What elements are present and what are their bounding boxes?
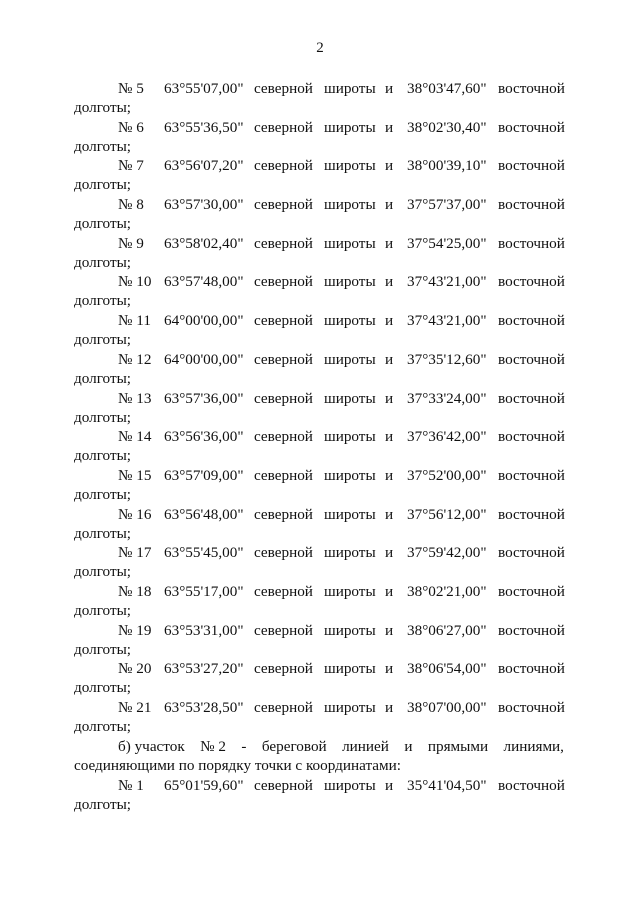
latitude-label: северной [254, 776, 313, 794]
longitude-label-continuation: долготы; [74, 331, 132, 349]
coordinate-entry [74, 272, 564, 311]
latitude-label: северной [254, 699, 313, 716]
latitude-label-word: широты [324, 118, 376, 136]
coordinate-entry [74, 427, 564, 466]
longitude-label: восточной [498, 428, 565, 446]
point-number: № 18 [118, 582, 152, 600]
latitude-label: северной [254, 350, 313, 368]
section-b-word: и [404, 738, 413, 756]
longitude-label-continuation: долготы; [74, 176, 132, 194]
coordinate-entry-line [74, 79, 564, 98]
coordinate-entry-line [74, 118, 564, 137]
coordinate-entry [74, 582, 564, 621]
coordinate-entry-line [74, 350, 564, 369]
conjunction: и [385, 776, 394, 794]
longitude-label: восточной [498, 776, 565, 794]
longitude-label: восточной [498, 582, 565, 600]
conjunction: и [385, 505, 394, 523]
section-b-word: линией [342, 738, 389, 756]
coordinate-entry [74, 195, 564, 234]
coordinate-entry-line [74, 272, 564, 291]
latitude-value: 63°55'36,50" [164, 118, 244, 136]
latitude-value: 63°56'07,20" [164, 157, 244, 175]
coordinate-entry-line [74, 234, 564, 253]
point-number: № 10 [118, 273, 152, 291]
longitude-label: восточной [498, 350, 565, 368]
coordinate-entry [74, 543, 564, 582]
conjunction: и [385, 660, 394, 678]
longitude-label-continuation: долготы; [74, 679, 132, 697]
longitude-label: восточной [498, 118, 565, 136]
longitude-value: 38°03'47,60" [407, 80, 487, 97]
longitude-label-continuation: долготы; [74, 601, 132, 619]
longitude-label: восточной [498, 699, 565, 716]
section-b-word: - [241, 738, 247, 756]
latitude-label: северной [254, 660, 313, 678]
coordinate-entry [74, 505, 564, 544]
latitude-label: северной [254, 157, 313, 175]
latitude-value: 64°00'00,00" [164, 350, 244, 368]
longitude-value: 37°54'25,00" [407, 234, 487, 252]
longitude-label: восточной [498, 80, 565, 97]
conjunction: и [385, 582, 394, 600]
latitude-label-word: широты [324, 776, 376, 794]
coordinate-entry [74, 698, 564, 737]
latitude-value: 63°57'48,00" [164, 273, 244, 291]
point-number: № 6 [118, 118, 144, 136]
coordinate-entry [74, 234, 564, 273]
conjunction: и [385, 273, 394, 291]
latitude-value: 63°58'02,40" [164, 234, 244, 252]
document-body [74, 79, 564, 814]
longitude-label-continuation: долготы; [74, 563, 132, 581]
longitude-label-continuation: долготы; [74, 137, 132, 155]
longitude-label: восточной [498, 660, 565, 678]
point-number: № 9 [118, 234, 144, 252]
latitude-label: северной [254, 196, 313, 214]
longitude-label-continuation: долготы; [74, 485, 132, 503]
point-number: № 12 [118, 350, 152, 368]
conjunction: и [385, 699, 394, 716]
latitude-value: 63°53'31,00" [164, 621, 244, 639]
latitude-label: северной [254, 389, 313, 407]
coordinate-list-b [74, 776, 564, 815]
longitude-value: 38°00'39,10" [407, 157, 487, 175]
latitude-value: 63°55'45,00" [164, 544, 244, 562]
section-b-word: береговой [261, 738, 327, 756]
section-b-first-line [74, 737, 564, 756]
longitude-value: 38°02'30,40" [407, 118, 487, 136]
conjunction: и [385, 80, 394, 97]
point-number: № 5 [118, 80, 144, 97]
latitude-label: северной [254, 544, 313, 562]
coordinate-entry [74, 79, 564, 118]
coordinate-entry-line [74, 776, 564, 795]
longitude-value: 37°52'00,00" [407, 466, 487, 484]
section-b-second-line [74, 756, 564, 775]
latitude-label: северной [254, 428, 313, 446]
section-b-second-line-text: соединяющими по порядку точки с координатами: [74, 757, 401, 775]
latitude-value: 63°55'17,00" [164, 582, 244, 600]
longitude-label: восточной [498, 389, 565, 407]
coordinate-entry [74, 389, 564, 428]
latitude-label-word: широты [324, 505, 376, 523]
longitude-label-continuation: долготы; [74, 253, 132, 271]
conjunction: и [385, 466, 394, 484]
longitude-label-continuation: долготы; [74, 408, 132, 426]
latitude-label-word: широты [324, 582, 376, 600]
coordinate-entry [74, 118, 564, 157]
longitude-value: 37°56'12,00" [407, 505, 487, 523]
latitude-label-word: широты [324, 544, 376, 562]
latitude-label-word: широты [324, 196, 376, 214]
longitude-label-continuation: долготы; [74, 524, 132, 542]
longitude-value: 37°36'42,00" [407, 428, 487, 446]
latitude-label-word: широты [324, 389, 376, 407]
point-number: № 7 [118, 157, 144, 175]
latitude-label-word: широты [324, 660, 376, 678]
point-number: № 17 [118, 544, 152, 562]
latitude-label-word: широты [324, 234, 376, 252]
section-b-word: б) участок [118, 738, 185, 756]
latitude-value: 63°55'07,00" [164, 80, 244, 97]
point-number: № 8 [118, 196, 144, 214]
latitude-label: северной [254, 466, 313, 484]
longitude-label-continuation: долготы; [74, 795, 132, 813]
longitude-value: 37°59'42,00" [407, 544, 487, 562]
coordinate-entry [74, 156, 564, 195]
coordinate-entry-line [74, 156, 564, 175]
page-number: 2 [316, 40, 324, 56]
longitude-value: 38°02'21,00" [407, 582, 487, 600]
coordinate-entry [74, 311, 564, 350]
conjunction: и [385, 157, 394, 175]
conjunction: и [385, 234, 394, 252]
latitude-label-word: широты [324, 80, 376, 97]
latitude-label: северной [254, 582, 313, 600]
conjunction: и [385, 312, 394, 330]
latitude-value: 63°53'28,50" [164, 699, 244, 716]
longitude-value: 37°33'24,00" [407, 389, 487, 407]
conjunction: и [385, 389, 394, 407]
coordinate-entry-line [74, 582, 564, 601]
point-number: № 14 [118, 428, 152, 446]
conjunction: и [385, 621, 394, 639]
section-b-word: прямыми [427, 738, 489, 756]
longitude-value: 38°06'27,00" [407, 621, 487, 639]
longitude-label: восточной [498, 196, 565, 214]
latitude-label-word: широты [324, 428, 376, 446]
point-number: № 11 [118, 312, 151, 330]
longitude-label-continuation: долготы; [74, 99, 132, 116]
latitude-label-word: широты [324, 312, 376, 330]
longitude-label-continuation: долготы; [74, 369, 132, 387]
conjunction: и [385, 428, 394, 446]
latitude-value: 63°57'30,00" [164, 196, 244, 214]
point-number: № 19 [118, 621, 152, 639]
coordinate-entry-line [74, 466, 564, 485]
longitude-value: 37°35'12,60" [407, 350, 487, 368]
latitude-value: 63°56'48,00" [164, 505, 244, 523]
longitude-label: восточной [498, 621, 565, 639]
longitude-value: 37°57'37,00" [407, 196, 487, 214]
latitude-label-word: широты [324, 273, 376, 291]
longitude-label-continuation: долготы; [74, 215, 132, 233]
longitude-value: 38°07'00,00" [407, 699, 487, 716]
coordinate-entry-line [74, 427, 564, 446]
latitude-value: 63°56'36,00" [164, 428, 244, 446]
longitude-value: 35°41'04,50" [407, 776, 487, 794]
point-number: № 21 [118, 699, 152, 716]
point-number: № 20 [118, 660, 152, 678]
latitude-label: северной [254, 273, 313, 291]
longitude-value: 37°43'21,00" [407, 273, 487, 291]
longitude-label: восточной [498, 157, 565, 175]
conjunction: и [385, 350, 394, 368]
longitude-label: восточной [498, 273, 565, 291]
coordinate-entry [74, 659, 564, 698]
coordinate-entry [74, 466, 564, 505]
coordinate-entry-line [74, 543, 564, 562]
section-b-word: № 2 [200, 738, 226, 756]
latitude-label-word: широты [324, 350, 376, 368]
conjunction: и [385, 544, 394, 562]
latitude-value: 64°00'00,00" [164, 312, 244, 330]
point-number: № 15 [118, 466, 152, 484]
latitude-label-word: широты [324, 157, 376, 175]
point-number: № 13 [118, 389, 152, 407]
coordinate-entry-line [74, 621, 564, 640]
coordinate-list-a [74, 79, 564, 737]
latitude-value: 65°01'59,60" [164, 776, 244, 794]
longitude-label-continuation: долготы; [74, 447, 132, 465]
latitude-value: 63°53'27,20" [164, 660, 244, 678]
coordinate-entry [74, 621, 564, 660]
coordinate-entry-line [74, 505, 564, 524]
latitude-label-word: широты [324, 699, 376, 716]
section-b-paragraph [74, 737, 564, 775]
longitude-label: восточной [498, 505, 565, 523]
coordinate-entry [74, 350, 564, 389]
latitude-label-word: широты [324, 466, 376, 484]
coordinate-entry-line [74, 659, 564, 678]
coordinate-entry-line [74, 698, 564, 717]
latitude-label: северной [254, 118, 313, 136]
latitude-value: 63°57'09,00" [164, 466, 244, 484]
latitude-label: северной [254, 80, 313, 97]
coordinate-entry-line [74, 311, 564, 330]
longitude-label: восточной [498, 312, 565, 330]
conjunction: и [385, 118, 394, 136]
longitude-label-continuation: долготы; [74, 718, 132, 735]
coordinate-entry [74, 776, 564, 815]
longitude-value: 37°43'21,00" [407, 312, 487, 330]
conjunction: и [385, 196, 394, 214]
latitude-label-word: широты [324, 621, 376, 639]
coordinate-entry-line [74, 195, 564, 214]
longitude-value: 38°06'54,00" [407, 660, 487, 678]
longitude-label-continuation: долготы; [74, 292, 132, 310]
longitude-label: восточной [498, 544, 565, 562]
section-b-word: линиями, [503, 738, 564, 756]
longitude-label: восточной [498, 466, 565, 484]
latitude-label: северной [254, 505, 313, 523]
latitude-label: северной [254, 621, 313, 639]
point-number: № 16 [118, 505, 152, 523]
longitude-label: восточной [498, 234, 565, 252]
latitude-value: 63°57'36,00" [164, 389, 244, 407]
coordinate-entry-line [74, 389, 564, 408]
longitude-label-continuation: долготы; [74, 640, 132, 658]
latitude-label: северной [254, 312, 313, 330]
latitude-label: северной [254, 234, 313, 252]
point-number: № 1 [118, 776, 144, 794]
